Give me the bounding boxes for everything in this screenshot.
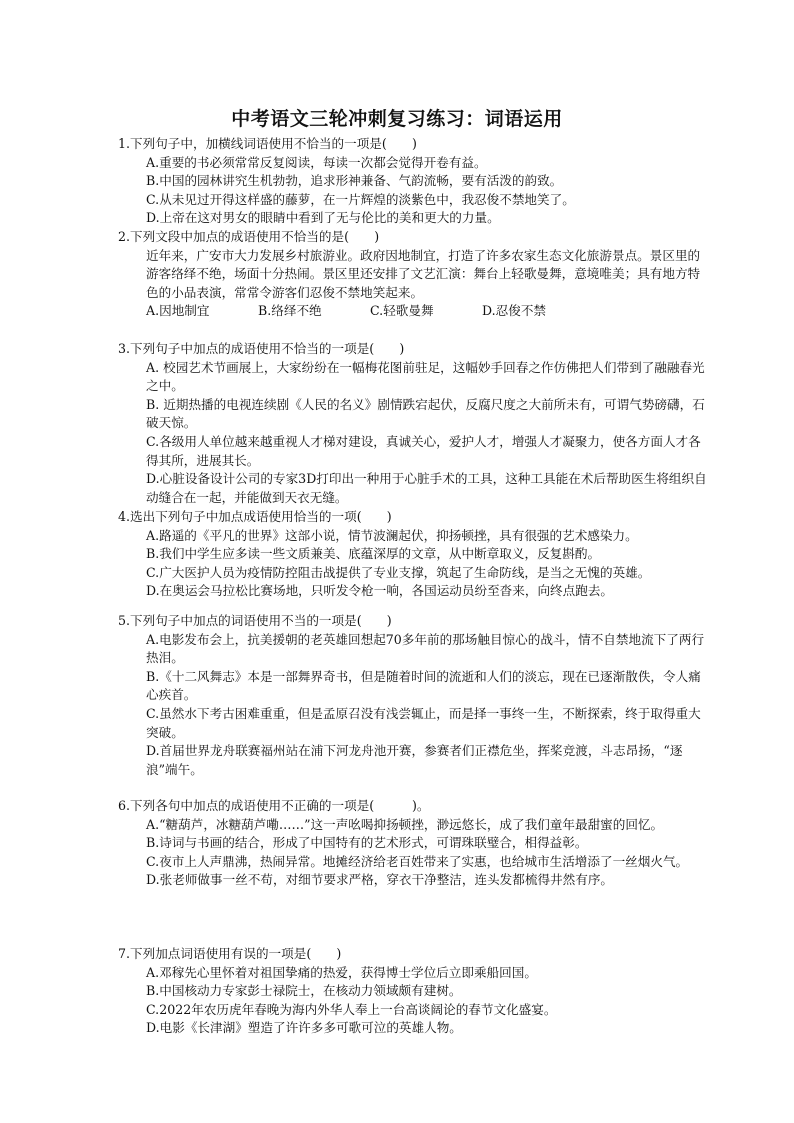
option-c: C.从未见过开得这样盛的藤萝，在一片辉煌的淡紫色中，我忍俊不禁地笑了。: [146, 191, 575, 207]
option-b: B.《十二风舞志》本是一部舞界奇书，但是随着时间的流逝和人们的淡忘，现在已逐渐散佚，令人痛心疾首。: [146, 668, 701, 703]
option-b: B.中国的园林讲究生机勃勃，追求形神兼备、气韵流畅，要有活泼的韵致。: [146, 173, 563, 189]
option-d: D.在奥运会马拉松比赛场地，只听发令枪一响，各国运动员纷至沓来，向终点跑去。: [146, 583, 614, 599]
option-b: B.我们中学生应多读一些文质兼美、底蕴深厚的文章，从中断章取义，反复斟酌。: [146, 546, 601, 562]
option-b: B.诗词与书画的结合，形成了中国特有的艺术形式，可谓珠联璧合，相得益彰。: [146, 835, 588, 851]
option-c: C.夜市上人声鼎沸，热闹异常。地摊经济给老百姓带来了实惠，也给城市生活增添了一丝烟火气。: [146, 853, 689, 869]
question-stem: 5.下列句子中加点的词语使用不当的一项是( ): [118, 613, 392, 628]
question-stem: 6.下列各句中加点的成语使用不正确的一项是( )。: [118, 798, 430, 813]
option-d: D.心脏设备设计公司的专家3D打印出一种用于心脏手术的工具，这种工具能在术后帮助医生将组织自动缝合在一起，并能做到天衣无缝。: [146, 471, 707, 505]
question-stem: 2.下列文段中加点的成语使用不恰当的是( ): [118, 229, 380, 244]
question-stem: 1.下列句子中，加横线词语使用不恰当的一项是( ): [118, 136, 417, 151]
option-a: A.路遥的《平凡的世界》这部小说，情节波澜起伏，抑扬顿挫，具有很强的艺术感染力。: [146, 527, 638, 543]
option-b: B.中国核动力专家彭士禄院士，在核动力领域颇有建树。: [146, 983, 462, 999]
question-stem: 7.下列加点词语使用有误的一项是( ): [118, 946, 342, 961]
option-a: A.邓稼先心里怀着对祖国挚痛的热爱，获得博士学位后立即乘船回国。: [146, 964, 537, 980]
question-4: [118, 508, 708, 601]
question-2: [118, 228, 708, 321]
option-b: B.络绎不绝: [258, 303, 322, 319]
option-d: D.首届世界龙舟联赛福州站在浦下河龙舟池开赛，参赛者们正襟危坐，挥桨竞渡，斗志昂扬，“逐浪”端午。: [146, 743, 683, 777]
option-d: D.忍俊不禁: [482, 303, 547, 319]
option-c: C.轻歌曼舞: [370, 303, 434, 319]
option-d: D.电影《长津湖》塑造了许许多多可歌可泣的英雄人物。: [146, 1020, 462, 1036]
document-title: 中考语文三轮冲刺复习练习：词语运用: [231, 108, 563, 130]
question-3: [118, 340, 708, 507]
question-passage: 近年来，广安市大力发展乡村旅游业。政府因地制宜，打造了许多农家生态文化旅游景点。景区里的游客络绎不绝，场面十分热闹。景区里还安排了文艺汇演：舞台上轻歌曼舞，意境唯美；具有地方特色的小品表演，常常令游客们忍俊不禁地笑起来。: [146, 247, 701, 300]
question-7: [118, 945, 708, 1038]
question-1: [118, 135, 708, 228]
option-a: A.因地制宜: [146, 303, 210, 319]
option-c: C.广大医护人员为疫情防控阻击战提供了专业支撑，筑起了生命防线，是当之无愧的英雄。: [146, 564, 651, 580]
option-a: A.电影发布会上，抗美援朝的老英雄回想起70多年前的那场触目惊心的战斗，情不自禁地流下了两行热泪。: [146, 631, 705, 666]
option-c: C.虽然水下考古困难重重，但是孟原召没有浅尝辄止，而是择一事终一生，不断探索，终于取得重大突破。: [146, 705, 701, 740]
option-c: C.2022年农历虎年春晚为海内外华人奉上一台高谈阔论的春节文化盛宴。: [146, 1001, 557, 1017]
option-d: D.上帝在这对男女的眼睛中看到了无与伦比的美和更大的力量。: [146, 210, 500, 226]
question-6: [118, 797, 708, 890]
question-5: [118, 612, 708, 779]
option-row: [146, 302, 708, 321]
option-d: D.张老师做事一丝不苟，对细节要求严格，穿衣干净整洁，连头发都梳得井然有序。: [146, 872, 614, 888]
option-a: A. 校园艺术节画展上，大家纷纷在一幅梅花图前驻足，这幅妙手回春之作仿佛把人们带到了融融春光之中。: [146, 359, 705, 394]
option-a: A.重要的书必须常常反复阅读，每读一次都会觉得开卷有益。: [146, 154, 487, 170]
option-c: C.各级用人单位越来越重视人才梯对建设，真诚关心，爱护人才，增强人才凝聚力，使各方面人才各得其所，进展其长。: [146, 433, 701, 468]
question-stem: 3.下列句子中加点的成语使用不恰当的一项是( ): [118, 341, 405, 356]
question-stem: 4.选出下列句子中加点成语使用恰当的一项( ): [118, 509, 392, 524]
option-b: B. 近期热播的电视连续剧《人民的名义》剧情跌宕起伏，反腐尺度之大前所未有，可谓气势磅礴，石破天惊。: [146, 396, 705, 431]
option-a: A.“糖葫芦，冰糖葫芦嘞……”这一声吆喝抑扬顿挫，渺远悠长，成了我们童年最甜蜜的回忆。: [146, 816, 664, 832]
